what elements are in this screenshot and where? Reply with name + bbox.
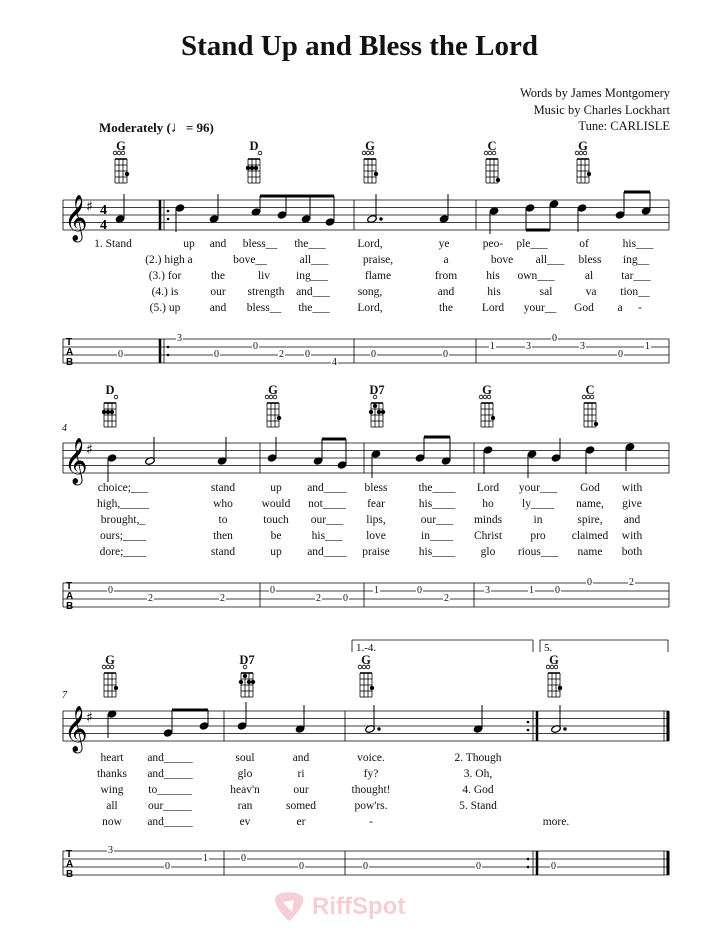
lyric-syllable: dore;____ (99, 546, 147, 558)
lyric-syllable: who (213, 498, 233, 510)
staff-system-3 (63, 640, 669, 741)
chord-name: D7 (369, 383, 385, 397)
tab-fret: 1 (490, 341, 495, 352)
lyric-syllable: his____ (418, 498, 456, 510)
tab-fret: 2 (316, 593, 321, 604)
measure-number-7: 7 (62, 690, 67, 701)
chord-diagram-d (246, 151, 262, 183)
lyric-syllable: your___ (518, 482, 558, 494)
lyric-syllable: heav'n (230, 784, 260, 796)
lyric-syllable: not____ (308, 498, 346, 510)
tab-fret: 1 (645, 341, 650, 352)
lyric-syllable: God (574, 302, 594, 314)
lyric-syllable: bove (490, 254, 514, 266)
lyric-syllable: ing___ (296, 270, 328, 282)
tab-clef-icon: T (66, 581, 73, 592)
lyric-syllable: minds (473, 514, 503, 526)
lyric-syllable: the (210, 270, 226, 282)
lyric-syllable: touch (263, 514, 289, 526)
chord-diagram-g (362, 151, 378, 183)
lyric-syllable: glo (480, 546, 496, 558)
tab-fret: 0 (618, 349, 623, 360)
tab-fret: 2 (629, 577, 634, 588)
lyric-syllable: our (293, 784, 309, 796)
treble-clef-icon: 𝄞 (64, 195, 88, 241)
lyric-syllable: be (270, 530, 282, 542)
chord-name: D (105, 383, 115, 397)
tab-fret: 0 (551, 861, 556, 872)
lyric-syllable: and (623, 514, 641, 526)
svg-text:A: A (66, 859, 74, 870)
lyric-syllable: a (187, 254, 193, 266)
lyric-syllable: his___ (622, 238, 654, 250)
lyric-syllable: liv (257, 270, 271, 282)
tab-fret: 0 (118, 349, 123, 360)
tab-fret: 0 (270, 585, 275, 596)
svg-text:B: B (66, 357, 74, 368)
lyric-syllable: (3.) for (148, 270, 182, 282)
lyric-syllable: claimed (571, 530, 609, 542)
quarter-note-icon: ♩ (170, 120, 186, 136)
lyric-syllable: bless (364, 482, 388, 494)
lyric-syllable: up (270, 482, 282, 494)
tab-fret: 1 (529, 585, 534, 596)
lyric-syllable: 5. Stand (459, 800, 497, 812)
lyric-syllable: Lord (476, 482, 500, 494)
tab-fret: 0 (555, 585, 560, 596)
tempo-bpm: = 96 (185, 120, 210, 135)
chord-name: C (487, 139, 497, 153)
tab-fret: 3 (526, 341, 531, 352)
chord-name: G (361, 653, 371, 667)
lyric-syllable: in____ (421, 530, 453, 542)
lyric-syllable: give (622, 498, 642, 510)
lyric-syllable: flame (364, 270, 392, 282)
lyric-syllable: name (577, 546, 603, 558)
key-signature-sharp: ♯ (86, 199, 93, 215)
chord-name: G (549, 653, 559, 667)
lyric-syllable: 4. God (462, 784, 494, 796)
chord-diagram-g (575, 151, 591, 183)
tab-fret: 0 (241, 853, 246, 864)
chord-name: D (249, 139, 259, 153)
lyric-syllable: our___ (310, 514, 344, 526)
time-signature: 4 (100, 203, 107, 218)
lyric-syllable: bless (578, 254, 602, 266)
credit-music: Music by Charles Lockhart (533, 103, 670, 117)
tab-fret: 0 (417, 585, 422, 596)
lyric-syllable: and_____ (147, 752, 193, 764)
lyric-syllable: and (209, 302, 227, 314)
lyric-syllable: al (584, 270, 594, 282)
lyric-syllable: a (617, 302, 623, 314)
lyric-syllable: lips, (366, 514, 386, 526)
lyric-syllable: brought,_ (100, 514, 146, 526)
lyric-syllable: all___ (299, 254, 329, 266)
tab-fret: 2 (220, 593, 225, 604)
lyric-syllable: glo (237, 768, 253, 780)
lyric-syllable: his (487, 286, 501, 298)
lyric-syllable: and (209, 238, 227, 250)
lyric-syllable: stand (210, 546, 236, 558)
lyric-syllable: ly____ (522, 498, 554, 510)
tab-fret: 0 (476, 861, 481, 872)
lyric-syllable: to (218, 514, 228, 526)
lyric-syllable: the___ (294, 238, 326, 250)
lyric-syllable: his____ (418, 546, 456, 558)
lyric-syllable: the____ (418, 482, 456, 494)
chord-name: G (105, 653, 115, 667)
lyric-syllable: somed (285, 800, 317, 812)
lyric-syllable: our_____ (147, 800, 193, 812)
credit-tune: Tune: CARLISLE (578, 119, 670, 133)
key-signature-sharp: ♯ (86, 442, 93, 458)
lyric-syllable: Lord (481, 302, 505, 314)
lyric-syllable: thanks (96, 768, 128, 780)
lyric-syllable: his (486, 270, 500, 282)
lyric-syllable: all (106, 800, 118, 812)
svg-text:B: B (66, 601, 74, 612)
lyric-syllable: ing__ (622, 254, 650, 266)
tab-fret: 0 (108, 585, 113, 596)
lyric-syllable: would (261, 498, 291, 510)
svg-text:4: 4 (100, 218, 107, 233)
svg-text:A: A (66, 347, 74, 358)
lyric-syllable: of (579, 238, 589, 250)
lyric-syllable: in (533, 514, 543, 526)
lyric-syllable: now (102, 816, 122, 828)
lyric-syllable: tar___ (621, 270, 651, 282)
lyric-syllable: strength (247, 286, 285, 298)
lyric-syllable: (4.) is (151, 286, 179, 298)
notes-system-3 (107, 702, 566, 738)
lyric-syllable: choice;___ (97, 482, 149, 494)
lyric-syllable: love (366, 530, 386, 542)
key-signature-sharp: ♯ (86, 710, 93, 726)
chord-diagram-g (479, 395, 495, 427)
tab-fret: 0 (214, 349, 219, 360)
lyric-syllable: a (443, 254, 449, 266)
guitar-pick-icon (272, 892, 306, 922)
lyric-syllable: the (438, 302, 454, 314)
lyric-syllable: soul (235, 752, 255, 764)
lyric-syllable: 2. Though (454, 752, 502, 764)
lyric-syllable: and (437, 286, 455, 298)
chord-name: G (268, 383, 278, 397)
lyric-syllable: high,_____ (96, 498, 150, 510)
lyric-syllable: pow'rs. (354, 800, 388, 812)
chord-diagram-d7 (369, 395, 385, 427)
lyric-syllable: more. (542, 816, 570, 828)
chord-name: G (116, 139, 126, 153)
tab-fret: 2 (444, 593, 449, 604)
lyric-syllable: bove__ (233, 254, 267, 266)
lyric-syllable: song, (357, 286, 383, 298)
lyric-syllable: fear (367, 498, 385, 510)
chord-diagram-d7 (239, 665, 255, 697)
svg-text:A: A (66, 591, 74, 602)
lyric-syllable: his___ (311, 530, 343, 542)
tempo-marking: Moderately (♩= 96) (99, 120, 214, 136)
lyric-syllable: up (270, 546, 282, 558)
lyric-syllable: from (434, 270, 458, 282)
chord-diagram-d (102, 395, 118, 427)
lyric-syllable: bless__ (246, 302, 282, 314)
lyric-syllable: ev (239, 816, 251, 828)
lyric-syllable: our___ (420, 514, 454, 526)
lyric-syllable: with (621, 482, 643, 494)
chord-diagram-g (102, 665, 118, 697)
chord-name: G (365, 139, 375, 153)
tab-fret: 0 (363, 861, 368, 872)
tab-clef-icon: T (66, 337, 73, 348)
tab-fret: 3 (485, 585, 490, 596)
lyric-syllable: va (585, 286, 597, 298)
notes-system-1 (115, 192, 651, 234)
measure-number-4: 4 (62, 423, 67, 434)
lyric-syllable: - (638, 302, 642, 314)
lyric-syllable: praise (362, 546, 390, 558)
lyric-syllable: wing (100, 784, 124, 796)
tab-fret: 0 (165, 861, 170, 872)
lyric-syllable: and___ (296, 286, 330, 298)
chord-name: C (585, 383, 595, 397)
chord-diagram-g (113, 151, 129, 183)
lyric-syllable: and (292, 752, 310, 764)
lyric-syllable: 1. Stand (94, 238, 132, 250)
lyric-syllable: praise, (362, 254, 394, 266)
lyric-syllable: and____ (307, 482, 347, 494)
lyric-syllable: bless__ (242, 238, 278, 250)
lyric-syllable: peo- (482, 238, 504, 250)
chord-name: D7 (239, 653, 255, 667)
lyric-syllable: up (183, 238, 195, 250)
tab-fret: 1 (374, 585, 379, 596)
chord-diagram-c (582, 395, 598, 427)
lyric-syllable: own___ (517, 270, 555, 282)
chord-diagram-c (484, 151, 500, 183)
lyric-syllable: with (621, 530, 643, 542)
chord-diagram-g (358, 665, 374, 697)
lyric-syllable: then (213, 530, 233, 542)
lyric-syllable: - (369, 816, 373, 828)
lyric-syllable: the___ (298, 302, 330, 314)
lyric-syllable: pro (530, 530, 546, 542)
lyric-syllable: our (210, 286, 226, 298)
lyric-syllable: (2.) high (145, 254, 185, 266)
lyric-syllable: ours;____ (100, 530, 146, 542)
lyric-syllable: and_____ (147, 768, 193, 780)
lyric-syllable: fy? (363, 768, 379, 780)
lyric-syllable: and____ (307, 546, 347, 558)
lyric-syllable: stand (210, 482, 236, 494)
second-ending-label: 5. (544, 642, 553, 654)
tempo-label: Moderately (99, 120, 164, 135)
riffspot-logo (272, 892, 405, 922)
lyric-syllable: heart (100, 752, 124, 764)
lyric-syllable: ye (438, 238, 450, 250)
tab-fret: 0 (443, 349, 448, 360)
lyric-syllable: to______ (148, 784, 192, 796)
credit-words: Words by James Montgomery (519, 86, 670, 100)
lyric-syllable: rious___ (517, 546, 559, 558)
tab-fret: 0 (253, 341, 258, 352)
treble-clef-icon: 𝄞 (64, 706, 88, 752)
chord-diagram-g (265, 395, 281, 427)
notes-system-2 (107, 437, 635, 482)
lyric-syllable: Lord, (357, 302, 383, 314)
lyric-syllable: Christ (473, 530, 503, 542)
tab-fret: 0 (305, 349, 310, 360)
tab-fret: 3 (580, 341, 585, 352)
tab-fret: 3 (108, 845, 113, 856)
lyric-syllable: (5.) up (149, 302, 181, 314)
first-ending-label: 1.-4. (356, 642, 377, 654)
svg-text:B: B (66, 869, 74, 880)
tab-fret: 0 (299, 861, 304, 872)
tab-fret: 2 (279, 349, 284, 360)
tab-fret: 3 (177, 333, 182, 344)
lyric-syllable: Lord, (357, 238, 383, 250)
lyric-syllable: ho (482, 498, 494, 510)
tab-fret: 0 (343, 593, 348, 604)
lyric-syllable: ple___ (516, 238, 548, 250)
chord-name: G (578, 139, 588, 153)
watermark-text: RiffSpot (312, 893, 406, 920)
song-title: Stand Up and Bless the Lord (181, 30, 538, 62)
tab-fret: 0 (552, 333, 557, 344)
lyric-syllable: both (621, 546, 643, 558)
lyric-syllable: sal (539, 286, 553, 298)
tab-clef-icon: T (66, 849, 73, 860)
lyric-syllable: thought! (351, 784, 391, 796)
tab-fret: 0 (587, 577, 592, 588)
lyric-syllable: er (296, 816, 306, 828)
lyric-syllable: ran (237, 800, 253, 812)
lyric-syllable: your__ (523, 302, 557, 314)
tab-fret: 1 (203, 853, 208, 864)
chord-diagram-g (546, 665, 562, 697)
lyric-syllable: God (580, 482, 600, 494)
lyric-syllable: 3. Oh, (463, 768, 493, 780)
tab-fret: 0 (371, 349, 376, 360)
lyric-syllable: spire, (577, 514, 603, 526)
lyric-syllable: name, (576, 498, 604, 510)
lyric-syllable: all___ (535, 254, 565, 266)
tab-fret: 2 (148, 593, 153, 604)
lyric-syllable: voice. (357, 752, 385, 764)
tab-fret: 4 (332, 357, 337, 368)
chord-name: G (482, 383, 492, 397)
treble-clef-icon: 𝄞 (64, 438, 88, 484)
lyric-syllable: tion__ (620, 286, 650, 298)
lyric-syllable: and_____ (147, 816, 193, 828)
lyric-syllable: ri (297, 768, 305, 780)
